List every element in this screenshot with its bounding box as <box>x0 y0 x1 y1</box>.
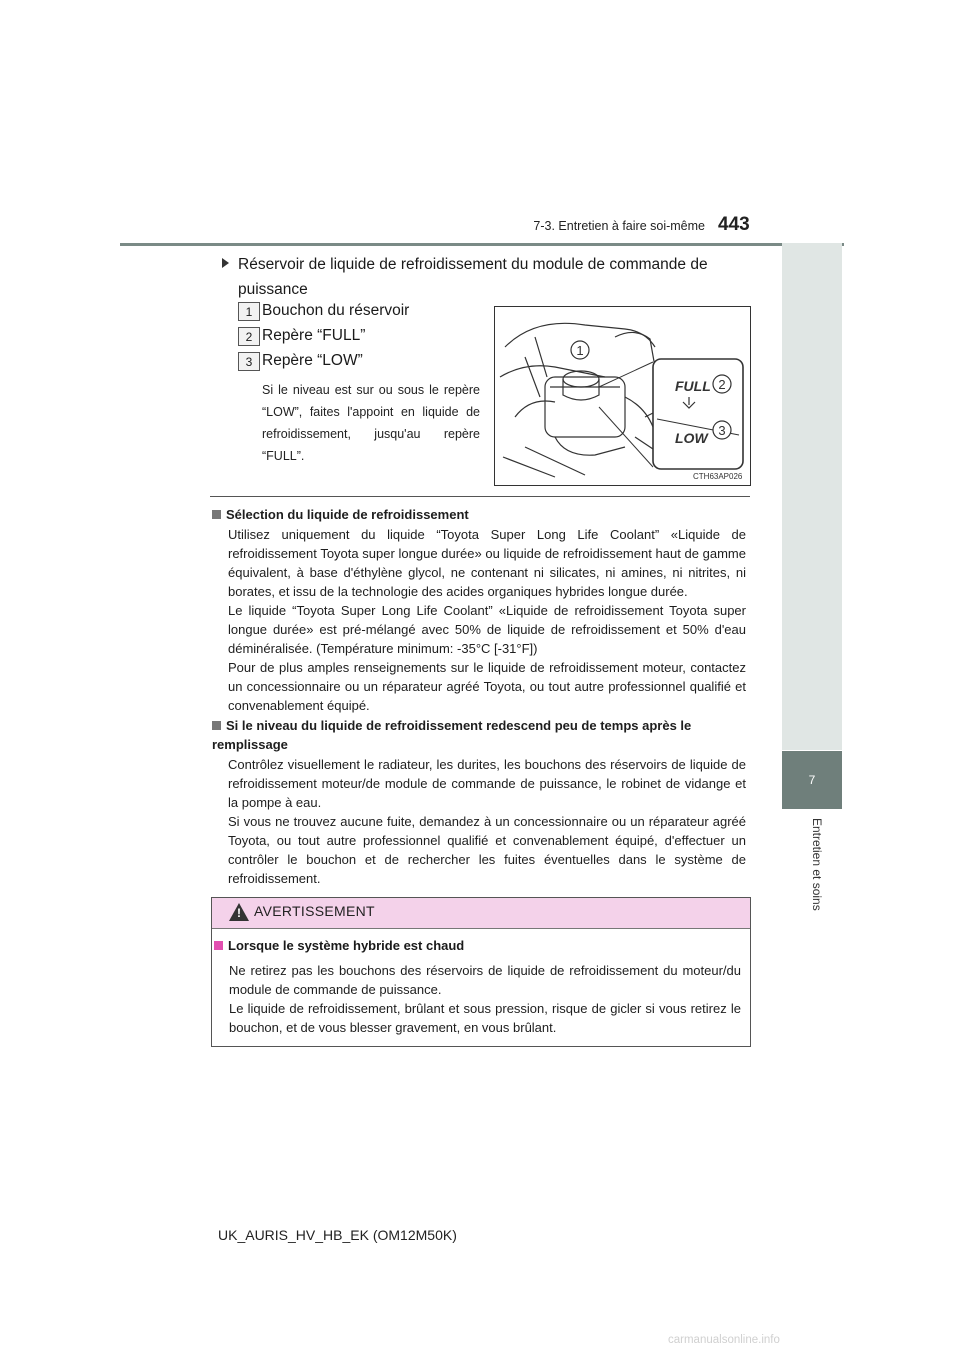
figure-code: CTH63AP026 <box>693 472 743 481</box>
section-bullet-icon <box>212 510 221 519</box>
section-bullet-icon <box>212 721 221 730</box>
low-marking: LOW <box>675 430 708 446</box>
callout-label-3: Repère “LOW” <box>262 352 363 369</box>
section-paragraph: Pour de plus amples renseignements sur le liquide de refroidissement moteur, contactez un concessionnaire ou un réparateur agréé Toyota, ou tout autre professionnel qualifié et convenablement équipé. <box>228 660 746 713</box>
reservoir-drawing <box>495 307 750 485</box>
section-paragraph: Contrôlez visuellement le radiateur, les durites, les bouchons des réservoirs de liquide de refroidissement moteur/de module de commande de puissance, le robinet de vidange et la pompe à eau. <box>228 757 746 810</box>
warning-text <box>229 961 741 1037</box>
warning-line-1: Ne retirez pas les bouchons des réservoirs de liquide de refroidissement du moteur/du module de commande de puissance. <box>229 963 741 997</box>
warning-exclamation-icon: ! <box>237 906 241 920</box>
warning-bullet-icon <box>214 941 223 950</box>
section-paragraph: Le liquide “Toyota Super Long Life Coolant” «Liquide de refroidissement Toyota super longue durée» est pré-mélangé avec 50% de liquide de refroidissement et 50% d'eau déminéralisée. (Température minimum: -35°C [-31°F]) <box>228 603 746 656</box>
site-watermark: carmanualsonline.info <box>668 1334 780 1346</box>
refill-note: Si le niveau est sur ou sous le repère “LOW”, faites l'appoint en liquide de refroidissement, jusqu'au repère “FULL”. <box>262 383 480 463</box>
section-divider <box>210 496 750 497</box>
section-paragraph: Utilisez uniquement du liquide “Toyota Super Long Life Coolant” «Liquide de refroidissement Toyota super longue durée» ou liquide de refroidissement haut de gamme équivalent, à base d'éthylène glycol, ne contenant ni silicates, ni amines, ni nitrites, ni borates, et issu de la technologie des acides organiques hybrides longue durée. <box>228 527 746 599</box>
warning-title: AVERTISSEMENT <box>254 903 375 919</box>
callout-label-2: Repère “FULL” <box>262 327 366 344</box>
chapter-tab: 7 <box>782 751 842 809</box>
callout-label-1: Bouchon du réservoir <box>262 302 410 319</box>
section-reference: 7-3. Entretien à faire soi-même <box>533 219 705 233</box>
section-heading-coolant-selection: Sélection du liquide de refroidissement <box>212 505 752 524</box>
page-number: 443 <box>718 214 750 235</box>
callout-number-1: 1 <box>238 302 260 321</box>
full-marking: FULL <box>675 378 711 394</box>
callout-number-3: 3 <box>238 352 260 371</box>
section-heading-coolant-level-drop: Si le niveau du liquide de refroidissement redescend peu de temps après le remplissage <box>212 718 692 752</box>
model-code-footer: UK_AURIS_HV_HB_EK (OM12M50K) <box>218 1227 457 1243</box>
subsection-title: Réservoir de liquide de refroidissement du module de commande de puissance <box>238 256 708 298</box>
section-paragraph: Si vous ne trouvez aucune fuite, demandez à un concessionnaire ou un réparateur agréé Toyota, ou tout autre professionnel qualifié et convenablement équipé, d'effectuer un contrôler le bouchon et de rechercher les fuites éventuelles dans le système de refroidissement. <box>228 814 746 886</box>
chapter-title: Entretien et soins <box>810 818 824 911</box>
figure-callout-3: 3 <box>718 423 726 438</box>
side-margin-band <box>782 243 842 750</box>
figure-callout-2: 2 <box>718 377 726 392</box>
subsection-arrow-icon <box>222 258 229 268</box>
figure-callout-1: 1 <box>576 343 584 358</box>
reservoir-illustration <box>494 306 751 486</box>
callout-number-2: 2 <box>238 327 260 346</box>
warning-heading: Lorsque le système hybride est chaud <box>214 938 464 953</box>
warning-line-2: Le liquide de refroidissement, brûlant et sous pression, risque de gicler si vous retirez le bouchon, et de vous blesser gravement, en vous brûlant. <box>229 1001 741 1035</box>
header-rule <box>120 243 844 246</box>
